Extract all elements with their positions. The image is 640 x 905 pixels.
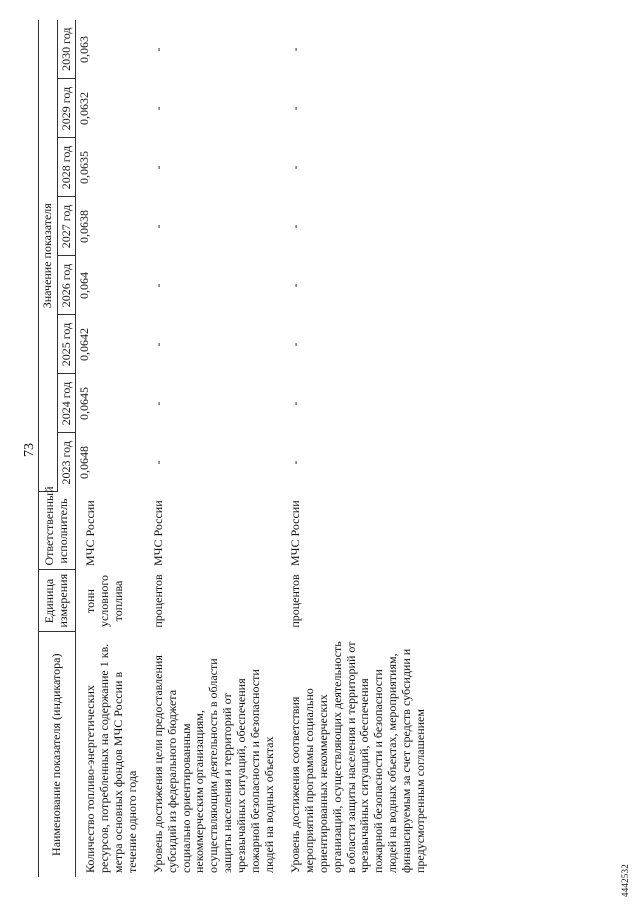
indicator-executor: МЧС России — [150, 500, 165, 566]
indicator-value: 0,0632 — [77, 92, 92, 125]
indicator-value: - — [150, 224, 165, 229]
header-row-top — [39, 20, 58, 877]
header-executor: Ответственный исполнитель — [39, 492, 76, 570]
indicator-value: 0,063 — [77, 35, 92, 63]
header-unit: Единица измерения — [39, 570, 76, 632]
indicator-value: 0,0648 — [77, 446, 92, 479]
indicator-value: - — [150, 342, 165, 347]
indicator-value: - — [150, 165, 165, 170]
indicators-table — [38, 20, 430, 877]
header-year: 2027 год — [57, 197, 75, 256]
indicator-value: - — [150, 106, 165, 111]
indicator-value: - — [287, 283, 302, 288]
header-year: 2025 год — [57, 315, 75, 374]
table-row — [142, 20, 279, 877]
header-year: 2030 год — [57, 20, 75, 79]
indicator-value: 0,0645 — [77, 387, 92, 420]
indicator-value: - — [150, 460, 165, 465]
indicator-unit: процентов — [287, 574, 302, 628]
table-row — [76, 20, 142, 877]
indicator-value: - — [287, 460, 302, 465]
indicator-value: - — [150, 47, 165, 52]
header-year: 2029 год — [57, 79, 75, 138]
indicator-name: Уровень достижения цели предоставления субсидий из федерального бюджета социально ориентированным некоммерческим организациям, осуществляющим деятельность в области защиты населения и территорий от чрезвычайных ситуаций, обеспечения пожарной безопасности и безопасности людей на водных объектах — [150, 655, 276, 873]
indicator-executor: МЧС России — [287, 500, 302, 566]
document-code: 4442532 — [620, 864, 630, 897]
indicator-value: 0,064 — [77, 272, 92, 299]
indicator-name: Количество топливо-энергетических ресурсов, потребленных на содержание 1 кв. метра основных фондов МЧС России в течение одного года — [83, 643, 139, 873]
header-year: 2026 год — [57, 256, 75, 315]
indicator-value: - — [287, 342, 302, 347]
header-year: 2028 год — [57, 138, 75, 197]
indicator-unit: процентов — [150, 574, 165, 628]
indicator-executor: МЧС России — [83, 500, 98, 566]
page-number: 73 — [22, 443, 37, 457]
indicator-value: - — [150, 283, 165, 288]
indicator-unit: тонн условного топлива — [83, 574, 125, 628]
indicator-value: 0,0635 — [77, 151, 92, 184]
indicator-value: 0,0638 — [77, 210, 92, 243]
indicator-value: - — [287, 224, 302, 229]
indicator-value: - — [287, 47, 302, 52]
indicator-value: - — [150, 401, 165, 406]
header-name: Наименование показателя (индикатора) — [39, 632, 76, 877]
indicator-value: - — [287, 165, 302, 170]
table-row — [279, 20, 430, 877]
indicator-name: Уровень достижения соответствия мероприятий программы социально ориентированных некоммерческих организаций, осуществляющих деятельность в области защиты населения и территорий от чрезвычайных ситуаций, обеспечения пожарной безопасности и безопасности людей на водных объектах, мероприятиям, финансируемым за счет средств субсидии и предусмотренным соглашением — [287, 641, 428, 873]
header-year: 2023 год — [57, 433, 75, 492]
header-year: 2024 год — [57, 374, 75, 433]
indicator-value: 0,0642 — [77, 328, 92, 361]
indicator-value: - — [287, 401, 302, 406]
indicator-value: - — [287, 106, 302, 111]
header-value-group: Значение показателя — [39, 20, 58, 492]
